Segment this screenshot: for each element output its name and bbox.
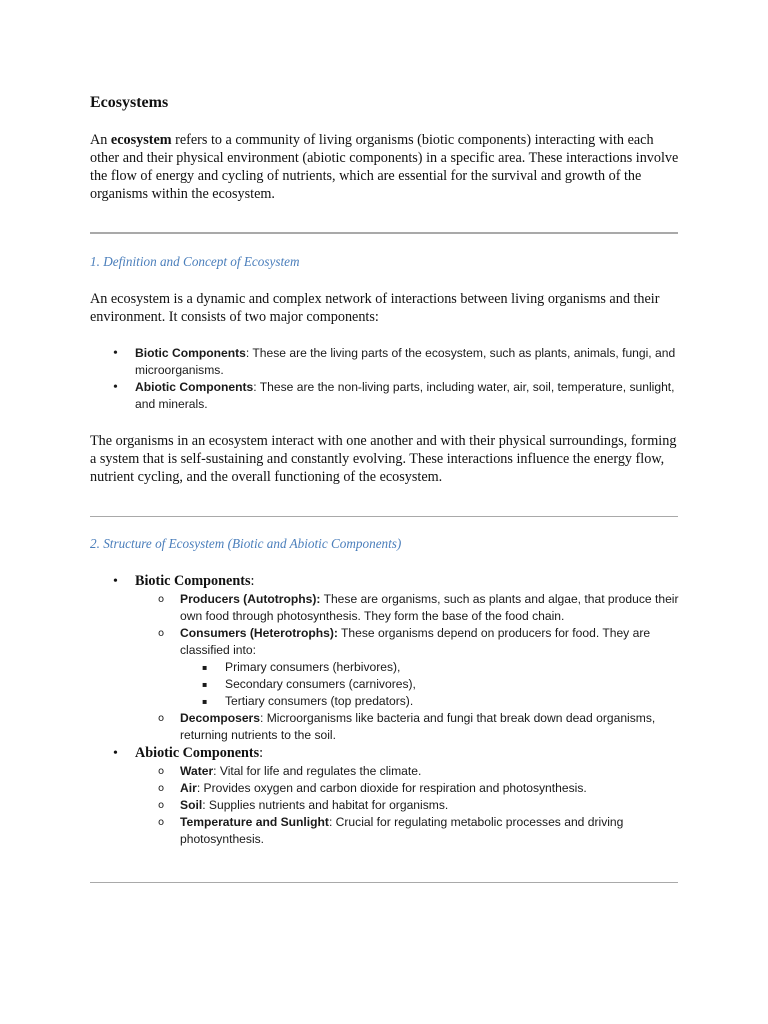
circle-bullet-icon: o: [158, 817, 165, 828]
bullet-icon: •: [113, 746, 118, 761]
list-item: o Air: Provides oxygen and carbon dioxide for respiration and photosynthesis.: [158, 781, 587, 795]
intro-bold-term: ecosystem: [110, 132, 172, 148]
list-item: ▪ Primary consumers (herbivores),: [202, 660, 401, 674]
list-item: • Biotic Components: These are the living parts of the ecosystem, such as plants, animals, fungi, and microorganisms.: [113, 346, 676, 377]
list-item: o Decomposers: Microorganisms like bacteria and fungi that break down dead organisms, returning nutrients to the soil.: [158, 711, 656, 742]
circle-bullet-icon: o: [158, 783, 165, 794]
square-bullet-icon: ▪: [202, 680, 208, 689]
section-heading-structure: 2. Structure of Ecosystem (Biotic and Abiotic Components): [90, 536, 402, 551]
definition-paragraph: An ecosystem is a dynamic and complex network of interactions between living organisms and their environment. It consists of two major components:: [90, 291, 660, 325]
interaction-paragraph: The organisms in an ecosystem interact with one another and with their physical surroundings, forming a system that is self-sustaining and constantly evolving. These interactions influence the energy flow, nutrient cycling, and the overall functioning of the ecosystem.: [90, 433, 677, 485]
list-item: • Abiotic Components: These are the non-living parts, including water, air, soil, temperature, sunlight, and minerals.: [113, 380, 675, 411]
square-bullet-icon: ▪: [202, 663, 208, 672]
list-item-abiotic: • Abiotic Components:: [113, 745, 264, 761]
structure-list: [90, 572, 680, 848]
list-item: o Soil: Supplies nutrients and habitat for organisms.: [158, 798, 449, 812]
section-heading-definition: 1. Definition and Concept of Ecosystem: [90, 254, 300, 269]
intro-paragraph: An ecosystem refers to a community of living organisms (biotic components) interacting with each other and their physical environment (abiotic components) in a specific area. These interactions involve the flow of energy and cycling of nutrients, which are essential for the survival and growth of the organisms within the ecosystem.: [90, 132, 679, 202]
circle-bullet-icon: o: [158, 800, 165, 811]
circle-bullet-icon: o: [158, 628, 165, 639]
list-item: ▪ Secondary consumers (carnivores),: [202, 677, 416, 691]
bullet-icon: •: [113, 380, 118, 395]
circle-bullet-icon: o: [158, 594, 165, 605]
bullet-icon: •: [113, 346, 118, 361]
divider: [90, 882, 678, 883]
list-item: o Producers (Autotrophs): These are organisms, such as plants and algae, that produce their own food through photosynthesis. They form the base of the food chain.: [158, 592, 679, 623]
circle-bullet-icon: o: [158, 713, 165, 724]
divider: [90, 232, 678, 234]
bullet-icon: •: [113, 574, 118, 589]
square-bullet-icon: ▪: [202, 697, 208, 706]
component-list: [90, 345, 680, 413]
list-item-biotic: • Biotic Components:: [113, 573, 255, 589]
page-title: Ecosystems: [90, 94, 169, 111]
list-item: o Consumers (Heterotrophs): These organisms depend on producers for food. They are classified into:: [158, 626, 651, 657]
divider: [90, 516, 678, 517]
list-item: o Temperature and Sunlight: Crucial for regulating metabolic processes and driving photosynthesis.: [158, 815, 624, 846]
list-item: ▪ Tertiary consumers (top predators).: [202, 694, 414, 708]
list-item: o Water: Vital for life and regulates the climate.: [158, 764, 422, 778]
circle-bullet-icon: o: [158, 766, 165, 777]
